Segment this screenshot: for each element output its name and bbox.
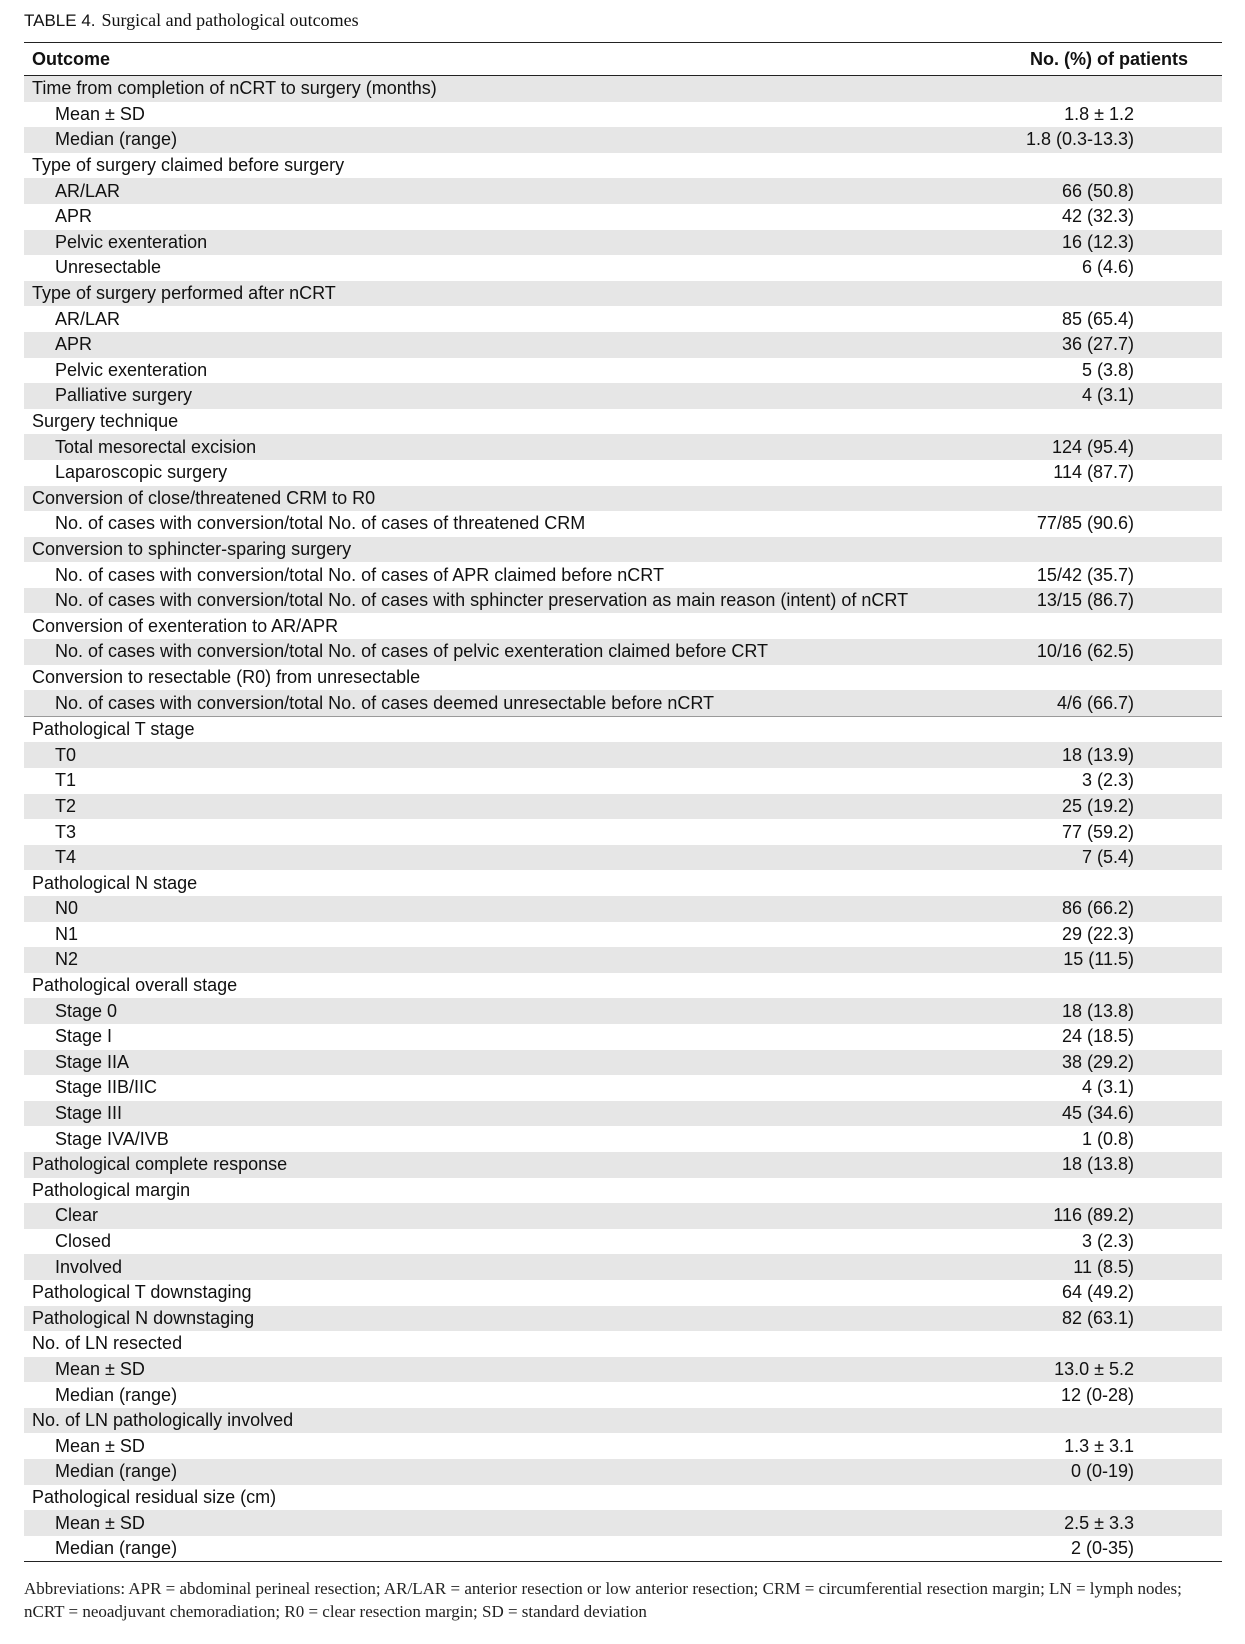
row-label: No. of cases with conversion/total No. of cases deemed unresectable before nCRT [55, 692, 715, 713]
table-row-category [24, 716, 1222, 743]
table-row [24, 1101, 1222, 1127]
header-outcome: Outcome [32, 48, 111, 69]
row-label: AR/LAR [55, 308, 121, 329]
table-row [24, 1433, 1222, 1459]
row-label: Pathological N downstaging [32, 1307, 255, 1328]
table-row-category [24, 537, 1222, 563]
row-label: APR [55, 206, 93, 227]
row-label: Pelvic exenteration [55, 231, 208, 252]
row-value: 10/16 (62.5) [1036, 641, 1134, 662]
row-label: Stage IVA/IVB [55, 1128, 169, 1149]
row-value: 3 (2.3) [1081, 770, 1134, 791]
table-row-category [24, 1408, 1222, 1434]
row-label: Type of surgery claimed before surgery [32, 155, 345, 176]
table-row [24, 768, 1222, 794]
row-value: 77/85 (90.6) [1036, 513, 1134, 534]
table-row [24, 742, 1222, 768]
table-row [24, 819, 1222, 845]
table-row-category [24, 153, 1222, 179]
table-row [24, 947, 1222, 973]
row-label: APR [55, 334, 93, 355]
row-label: Conversion of close/threatened CRM to R0 [32, 487, 376, 508]
row-label: Clear [55, 1205, 99, 1226]
table-title: Surgical and pathological outcomes [101, 10, 359, 30]
row-label: Involved [55, 1256, 123, 1277]
row-value: 1.8 (0.3-13.3) [1025, 129, 1134, 150]
row-value: 2.5 ± 3.3 [1064, 1512, 1134, 1533]
table-row [24, 1203, 1222, 1229]
row-label: Palliative surgery [55, 385, 193, 406]
row-label: Median (range) [55, 129, 178, 150]
table-row-category [24, 409, 1222, 435]
table-row [24, 1382, 1222, 1408]
table-row [24, 639, 1222, 665]
row-label: Mean ± SD [55, 1512, 145, 1533]
row-value: 4 (3.1) [1081, 1077, 1134, 1098]
table-row [24, 178, 1222, 204]
row-label: No. of cases with conversion/total No. of cases of threatened CRM [55, 513, 586, 534]
row-value: 114 (87.7) [1053, 462, 1134, 483]
row-label: Mean ± SD [55, 1358, 145, 1379]
table-row [24, 562, 1222, 588]
row-label: Pelvic exenteration [55, 359, 208, 380]
row-value: 85 (65.4) [1061, 308, 1134, 329]
row-label: Pathological complete response [32, 1154, 288, 1175]
row-value: 38 (29.2) [1061, 1051, 1134, 1072]
row-value: 66 (50.8) [1061, 180, 1134, 201]
row-label: Stage IIB/IIC [55, 1077, 158, 1098]
row-value: 15 (11.5) [1063, 949, 1134, 970]
table-row-category [24, 613, 1222, 639]
row-label: Laparoscopic surgery [55, 462, 228, 483]
header-patients: No. (%) of patients [1030, 48, 1188, 69]
row-value: 13/15 (86.7) [1036, 590, 1134, 611]
row-label: N0 [55, 898, 79, 919]
row-value: 11 (8.5) [1073, 1256, 1134, 1277]
row-value: 42 (32.3) [1061, 206, 1134, 227]
table-row [24, 588, 1222, 614]
row-value: 18 (13.8) [1061, 1154, 1134, 1175]
table-row-category [24, 1280, 1222, 1306]
outcomes-table [24, 42, 1222, 1562]
row-label: No. of cases with conversion/total No. of cases of APR claimed before nCRT [55, 564, 664, 585]
table-row [24, 1229, 1222, 1255]
row-value: 18 (13.8) [1061, 1000, 1134, 1021]
row-value: 4 (3.1) [1081, 385, 1134, 406]
table-row [24, 434, 1222, 460]
row-value: 6 (4.6) [1081, 257, 1134, 278]
row-label: Pathological residual size (cm) [32, 1486, 277, 1507]
table-footnote: Abbreviations: APR = abdominal perineal resection; AR/LAR = anterior resection or low anterior resection; CRM = circumferential resection margin; LN = lymph nodes; nCRT = neoadjuvant chemoradiation; R0 = clear resection margin; SD = standard deviation [24, 1579, 1182, 1621]
table-row [24, 1126, 1222, 1152]
row-value: 82 (63.1) [1061, 1307, 1134, 1328]
row-label: Pathological overall stage [32, 975, 238, 996]
table-row [24, 358, 1222, 384]
row-label: Closed [55, 1231, 112, 1252]
row-value: 5 (3.8) [1081, 359, 1134, 380]
table-row [24, 1024, 1222, 1050]
row-value: 18 (13.9) [1061, 744, 1134, 765]
table-row [24, 1075, 1222, 1101]
row-label: AR/LAR [55, 180, 121, 201]
table-row [24, 845, 1222, 871]
row-value: 124 (95.4) [1051, 436, 1134, 457]
row-label: No. of cases with conversion/total No. of cases of pelvic exenteration claimed before CRT [55, 641, 769, 662]
row-value: 1.8 ± 1.2 [1064, 103, 1134, 124]
table-row [24, 383, 1222, 409]
row-label: Median (range) [55, 1384, 178, 1405]
row-label: Pathological N stage [32, 872, 198, 893]
table-row [24, 922, 1222, 948]
table-row [24, 204, 1222, 230]
row-value: 7 (5.4) [1081, 847, 1134, 868]
row-value: 77 (59.2) [1061, 821, 1134, 842]
table-row [24, 1050, 1222, 1076]
row-label: Total mesorectal excision [55, 436, 257, 457]
row-label: Mean ± SD [55, 1435, 145, 1456]
table-row-category [24, 1178, 1222, 1204]
row-value: 64 (49.2) [1061, 1282, 1134, 1303]
row-label: T3 [55, 821, 77, 842]
table-row [24, 1510, 1222, 1536]
row-value: 4/6 (66.7) [1056, 692, 1134, 713]
row-value: 15/42 (35.7) [1036, 564, 1134, 585]
table-row [24, 1254, 1222, 1280]
table-row-category [24, 1331, 1222, 1357]
row-label: Conversion of exenteration to AR/APR [32, 615, 339, 636]
row-label: No. of LN resected [32, 1333, 183, 1354]
row-value: 12 (0-28) [1060, 1384, 1134, 1405]
row-label: Time from completion of nCRT to surgery (months) [32, 78, 437, 99]
table-row [24, 127, 1222, 153]
row-value: 13.0 ± 5.2 [1054, 1358, 1134, 1379]
row-label: Mean ± SD [55, 103, 145, 124]
table-row [24, 460, 1222, 486]
table-row [24, 102, 1222, 128]
table-row [24, 794, 1222, 820]
row-value: 45 (34.6) [1061, 1103, 1134, 1124]
row-label: Type of surgery performed after nCRT [32, 283, 336, 304]
row-label: Median (range) [55, 1538, 178, 1559]
table-row-category [24, 76, 1222, 102]
table-row [24, 896, 1222, 922]
row-label: Pathological margin [32, 1179, 191, 1200]
table-row [24, 1459, 1222, 1485]
row-label: Median (range) [55, 1461, 178, 1482]
table-row [24, 690, 1222, 716]
row-value: 3 (2.3) [1081, 1231, 1134, 1252]
row-label: Conversion to sphincter-sparing surgery [32, 538, 352, 559]
row-value: 2 (0-35) [1070, 1538, 1134, 1559]
row-label: Surgery technique [32, 411, 179, 432]
row-value: 1.3 ± 3.1 [1064, 1435, 1134, 1456]
row-label: No. of LN pathologically involved [32, 1410, 294, 1431]
table-row-category [24, 665, 1222, 691]
row-label: Stage 0 [55, 1000, 118, 1021]
row-label: T2 [55, 795, 77, 816]
row-value: 36 (27.7) [1061, 334, 1134, 355]
row-label: N2 [55, 949, 79, 970]
table-row-category [24, 870, 1222, 896]
table-row [24, 306, 1222, 332]
row-label: T0 [55, 744, 77, 765]
row-label: Pathological T downstaging [32, 1282, 252, 1303]
table-body [24, 76, 1222, 1561]
row-label: N1 [55, 923, 79, 944]
row-value: 24 (18.5) [1061, 1026, 1134, 1047]
row-label: Stage III [55, 1103, 123, 1124]
row-label: T4 [55, 847, 77, 868]
row-value: 86 (66.2) [1061, 898, 1134, 919]
row-label: Conversion to resectable (R0) from unresectable [32, 666, 421, 687]
table-row [24, 255, 1222, 281]
table-header [24, 43, 1222, 76]
table-row-category [24, 486, 1222, 512]
row-value: 25 (19.2) [1061, 795, 1134, 816]
table-row [24, 998, 1222, 1024]
table-row [24, 511, 1222, 537]
row-label: Stage I [55, 1026, 113, 1047]
table-row [24, 230, 1222, 256]
row-label: T1 [55, 770, 77, 791]
table-row-category [24, 1485, 1222, 1511]
row-label: Pathological T stage [32, 719, 195, 740]
table-row-category [24, 1306, 1222, 1332]
table-row-category [24, 281, 1222, 307]
row-label: No. of cases with conversion/total No. of cases with sphincter preservation as main reason (intent) of nCRT [55, 590, 909, 611]
row-value: 0 (0-19) [1070, 1461, 1134, 1482]
table-row [24, 1536, 1222, 1562]
table-number: TABLE 4. [24, 11, 96, 30]
row-label: Unresectable [55, 257, 162, 278]
table-row [24, 1357, 1222, 1383]
table-caption [24, 8, 359, 33]
row-value: 16 (12.3) [1061, 231, 1134, 252]
table-row [24, 332, 1222, 358]
row-value: 1 (0.8) [1081, 1128, 1134, 1149]
table-row-category [24, 973, 1222, 999]
row-value: 116 (89.2) [1053, 1205, 1134, 1226]
row-label: Stage IIA [55, 1051, 130, 1072]
row-value: 29 (22.3) [1061, 923, 1134, 944]
table-row-category [24, 1152, 1222, 1178]
